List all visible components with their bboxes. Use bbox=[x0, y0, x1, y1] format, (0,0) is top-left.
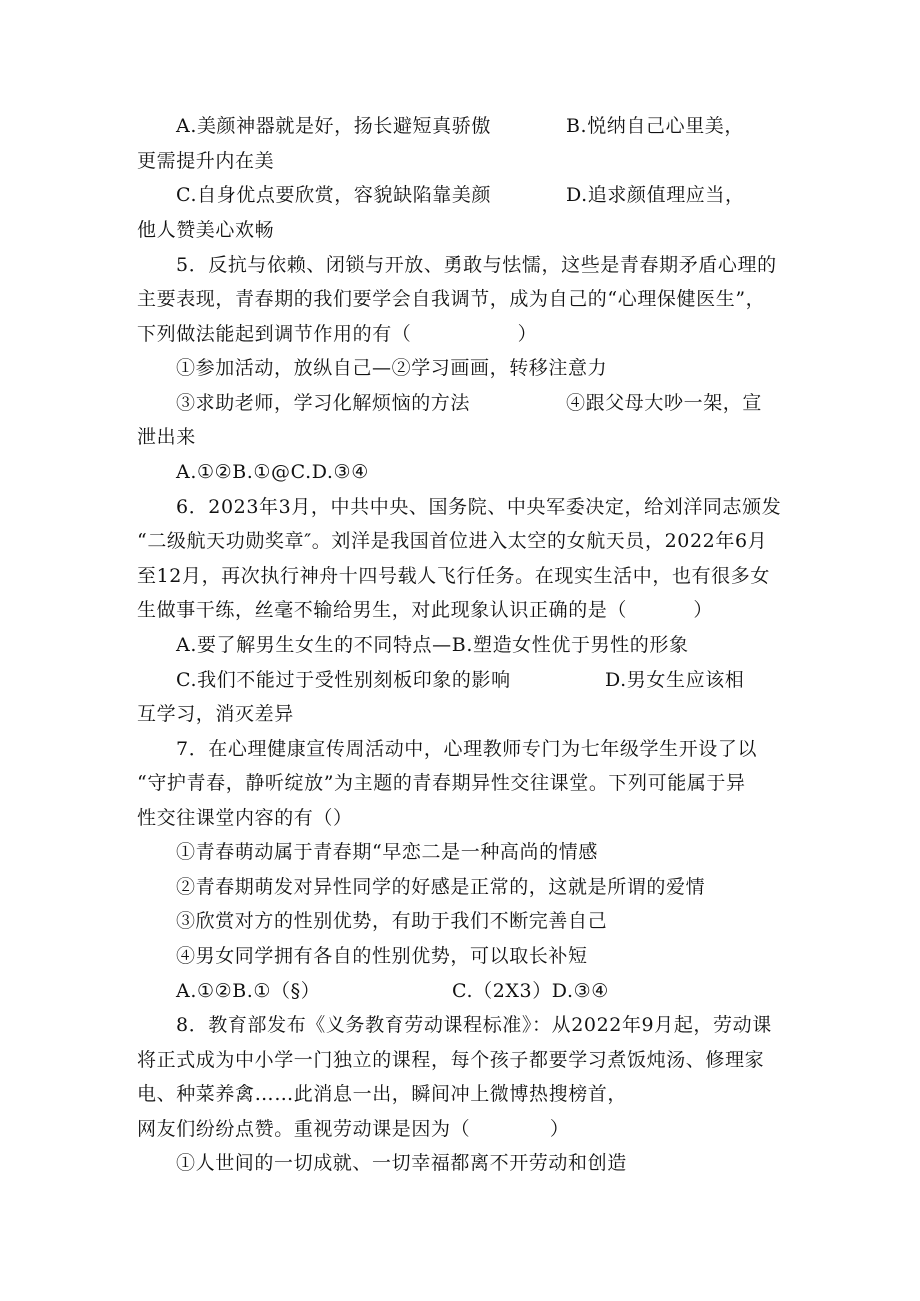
q4-option-d-continued: 他人赞美心欢畅 bbox=[137, 219, 275, 241]
q7-stem-line-3: 性交往课堂内容的有（） bbox=[137, 807, 353, 829]
q7-stem-line-1: 7．在心理健康宣传周活动中，心理教师专门为七年级学生开设了以 bbox=[176, 738, 758, 760]
q4-option-c: C.自身优点要欣赏，容貌缺陷靠美颜 bbox=[176, 184, 492, 206]
q7-item-2: ②青春期萌发对异性同学的好感是正常的，这就是所谓的爱情 bbox=[176, 876, 706, 898]
q4-option-a: A.美颜神器就是好，扬长避短真骄傲 bbox=[176, 115, 491, 137]
q4-option-b: B.悦纳自己心里美， bbox=[566, 115, 745, 137]
q8-stem-line-4: 网友们纷纷点赞。重视劳动课是因为（ ） bbox=[137, 1118, 570, 1140]
q6-stem-line-2: “二级航天功勋奖章″。刘洋是我国首位进入太空的女航天员，2022年6月 bbox=[137, 530, 768, 552]
q5-item-3: ③求助老师，学习化解烦恼的方法 bbox=[176, 392, 471, 414]
q7-stem-line-2: “守护青春，静听绽放”为主题的青春期异性交往课堂。下列可能属于异 bbox=[137, 772, 746, 794]
q5-stem-line-2: 主要表现，青春期的我们要学会自我调节，成为自己的“心理保健医生”， bbox=[137, 288, 766, 310]
q6-stem-line-1: 6．2023年3月，中共中央、国务院、中央军委决定，给刘洋同志颁发 bbox=[176, 496, 782, 518]
q6-option-d-continued: 互学习，消灭差异 bbox=[137, 703, 294, 725]
q7-item-1: ①青春萌动属于青春期“早恋二是一种高尚的情感 bbox=[176, 841, 598, 863]
q5-item-4-continued: 泄出来 bbox=[137, 426, 196, 448]
q6-stem-line-4: 生做事干练，丝毫不输给男生，对此现象认识正确的是（ ） bbox=[137, 599, 713, 621]
q6-stem-line-3: 至12月，再次执行神舟十四号载人飞行任务。在现实生活中，也有很多女 bbox=[137, 565, 770, 587]
q7-item-3: ③欣赏对方的性别优势，有助于我们不断完善自己 bbox=[176, 910, 608, 932]
q6-option-c: C.我们不能过于受性别刻板印象的影响 bbox=[176, 669, 511, 691]
q5-item-1-2: ①参加活动，放纵自己—②学习画画，转移注意力 bbox=[176, 357, 608, 379]
q8-stem-line-2: 将正式成为中小学一门独立的课程，每个孩子都要学习煮饭炖汤、修理家 bbox=[137, 1049, 765, 1071]
q8-stem-line-3: 电、种菜养禽……此消息一出，瞬间冲上微博热搜榜首， bbox=[137, 1083, 628, 1105]
q8-item-1: ①人世间的一切成就、一切幸福都离不开劳动和创造 bbox=[176, 1152, 627, 1174]
q7-item-4: ④男女同学拥有各自的性别优势，可以取长补短 bbox=[176, 945, 588, 967]
q6-option-d: D.男女生应该相 bbox=[605, 669, 745, 691]
q6-option-a-b: A.要了解男生女生的不同特点—B.塑造女性优于男性的形象 bbox=[176, 634, 689, 656]
q4-option-d: D.追求颜值理应当， bbox=[566, 184, 745, 206]
q5-options: A.①②B.①@C.D.③④ bbox=[176, 461, 369, 483]
q5-stem-line-3: 下列做法能起到调节作用的有（ ） bbox=[137, 323, 538, 345]
q5-item-4: ④跟父母大吵一架，宣 bbox=[566, 392, 763, 414]
q7-options-c-d: C.（2X3）D.③④ bbox=[452, 980, 609, 1002]
q5-stem-line-1: 5．反抗与依赖、闭锁与开放、勇敢与怯懦，这些是青春期矛盾心理的 bbox=[176, 254, 777, 276]
q7-options-a-b: A.①②B.①（§） bbox=[176, 980, 321, 1002]
q8-stem-line-1: 8．教育部发布《义务教育劳动课程标准》：从2022年9月起，劳动课 bbox=[176, 1014, 772, 1036]
q4-option-b-continued: 更需提升内在美 bbox=[137, 150, 275, 172]
